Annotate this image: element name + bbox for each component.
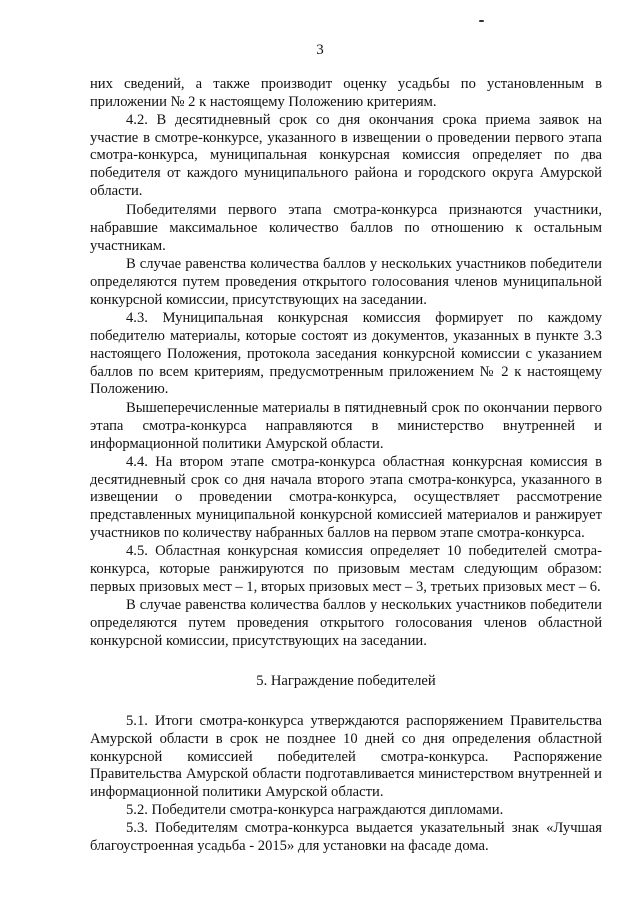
paragraph-first-stage-winners: Победителями первого этапа смотра-конкурса признаются участники, набравшие максимальное количество баллов по отношению к остальным участникам.: [90, 201, 602, 254]
page-number: 3: [316, 42, 324, 58]
paragraph-tie-municipal: В случае равенства количества баллов у нескольких участников победители определяются путем проведения открытого голосования членов муниципальной конкурсной комиссии, присутствующих на заседании.: [90, 256, 602, 309]
paragraph-5-2: 5.2. Победители смотра-конкурса награждаются дипломами.: [126, 802, 504, 819]
paragraph-5-1: 5.1. Итоги смотра-конкурса утверждаются распоряжением Правительства Амурской области в срок не позднее 10 дней со дня определения областной конкурсной комиссией победителей смотра-конкурса. Распоряжение Правительства Амурской области подготавливается министерством внутренней и информационной политики Амурской области.: [90, 712, 602, 801]
paragraph-materials-sent: Вышеперечисленные материалы в пятидневный срок по окончании первого этапа смотра-конкурса направляются в министерство внутренней и информационной политики Амурской области.: [90, 400, 602, 452]
paragraph-4-5: 4.5. Областная конкурсная комиссия определяет 10 победителей смотра-конкурса, которые ранжируются по призовым местам следующим образом: первых призовых мест – 1, вторых призовых мест – 3, третьих призовых мест – 6.: [90, 542, 602, 595]
paragraph-4-3: 4.3. Муниципальная конкурсная комиссия формирует по каждому победителю материалы, которые состоят из документов, указанных в пункте 3.3 настоящего Положения, протокола заседания конкурсной комиссии с указанием баллов по всем критериям, предусмотренным приложением № 2 к настоящему Положению.: [90, 309, 602, 398]
paragraph-4-2: 4.2. В десятидневный срок со дня окончания срока приема заявок на участие в смотре-конкурсе, указанного в извещении о проведении первого этапа смотра-конкурса, муниципальная конкурсная комиссия определяет по два победителя от каждого муниципального района и городского округа Амурской области.: [90, 111, 602, 200]
paragraph-4-4: 4.4. На втором этапе смотра-конкурса областная конкурсная комиссия в десятидневный срок со дня начала второго этапа смотра-конкурса, указанного в извещении о проведении смотра-конкурса, осуществляет рассмотрение представленных муниципальной конкурсной комиссией материалов и ранжирует участников по количеству набранных баллов на первом этапе смотра-конкурса.: [90, 453, 602, 542]
paragraph-5-3: 5.3. Победителям смотра-конкурса выдается указательный знак «Лучшая благоустроенная усадьба - 2015» для установки на фасаде дома.: [90, 819, 602, 854]
paragraph-continuation: них сведений, а также производит оценку усадьбы по установленным в приложении № 2 к настоящему Положению критериям.: [90, 76, 602, 110]
paragraph-tie-regional: В случае равенства количества баллов у нескольких участников победители определяются путем проведения открытого голосования членов областной конкурсной комиссии, присутствующих на заседании.: [90, 597, 602, 650]
scan-speck: [479, 20, 484, 22]
section-heading-awards: 5. Награждение победителей: [256, 673, 436, 689]
document-body: [90, 76, 602, 856]
